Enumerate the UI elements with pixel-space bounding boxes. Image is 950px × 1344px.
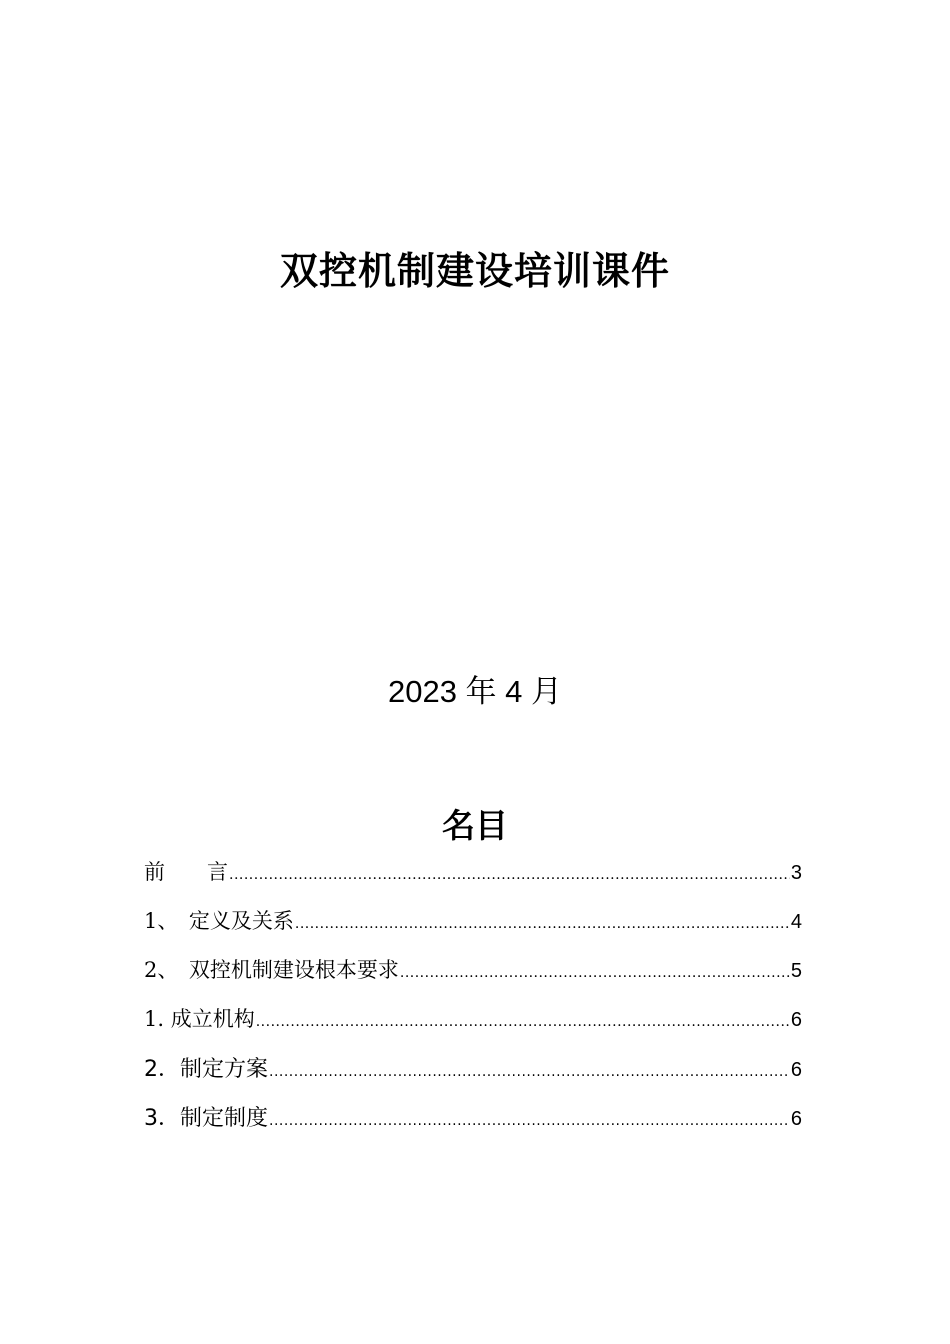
toc-entry-label: 前 言 [144, 860, 228, 884]
toc-entry-page: 6 [790, 1009, 802, 1031]
toc-leader-dots [400, 965, 790, 981]
toc-entry-definitions[interactable] [144, 905, 802, 954]
toc-leader-dots [229, 867, 790, 883]
toc-entry-page: 5 [790, 960, 802, 982]
toc-entry-label: 2．制定方案 [144, 1057, 268, 1082]
toc-leader-dots [269, 1064, 790, 1080]
toc-leader-dots [295, 916, 790, 932]
toc-entry-page: 4 [790, 911, 802, 933]
toc-entry-make-rules[interactable] [144, 1101, 802, 1150]
toc-entry-make-plan[interactable] [144, 1052, 802, 1101]
toc-entry-label: 1、 定义及关系 [144, 909, 294, 933]
toc-entry-label: 3．制定制度 [144, 1106, 268, 1131]
document-date: 2023 年 4 月 [387, 674, 563, 709]
toc-entry-label: 2、 双控机制建设根本要求 [144, 958, 399, 982]
toc-entry-label: 1. 成立机构 [144, 1007, 255, 1031]
toc-heading: 名目 [442, 806, 508, 845]
toc-entry-page: 6 [790, 1108, 802, 1130]
document-title: 双控机制建设培训课件 [279, 249, 670, 293]
toc-leader-dots [269, 1113, 790, 1129]
toc-entry-page: 6 [790, 1059, 802, 1081]
toc-leader-dots [256, 1014, 790, 1030]
toc-entry-establish-organization[interactable] [144, 1003, 802, 1052]
toc-entry-requirements[interactable] [144, 954, 802, 1003]
toc-entry-preface[interactable] [144, 856, 802, 905]
toc-entry-page: 3 [790, 862, 802, 884]
table-of-contents [144, 856, 802, 1150]
